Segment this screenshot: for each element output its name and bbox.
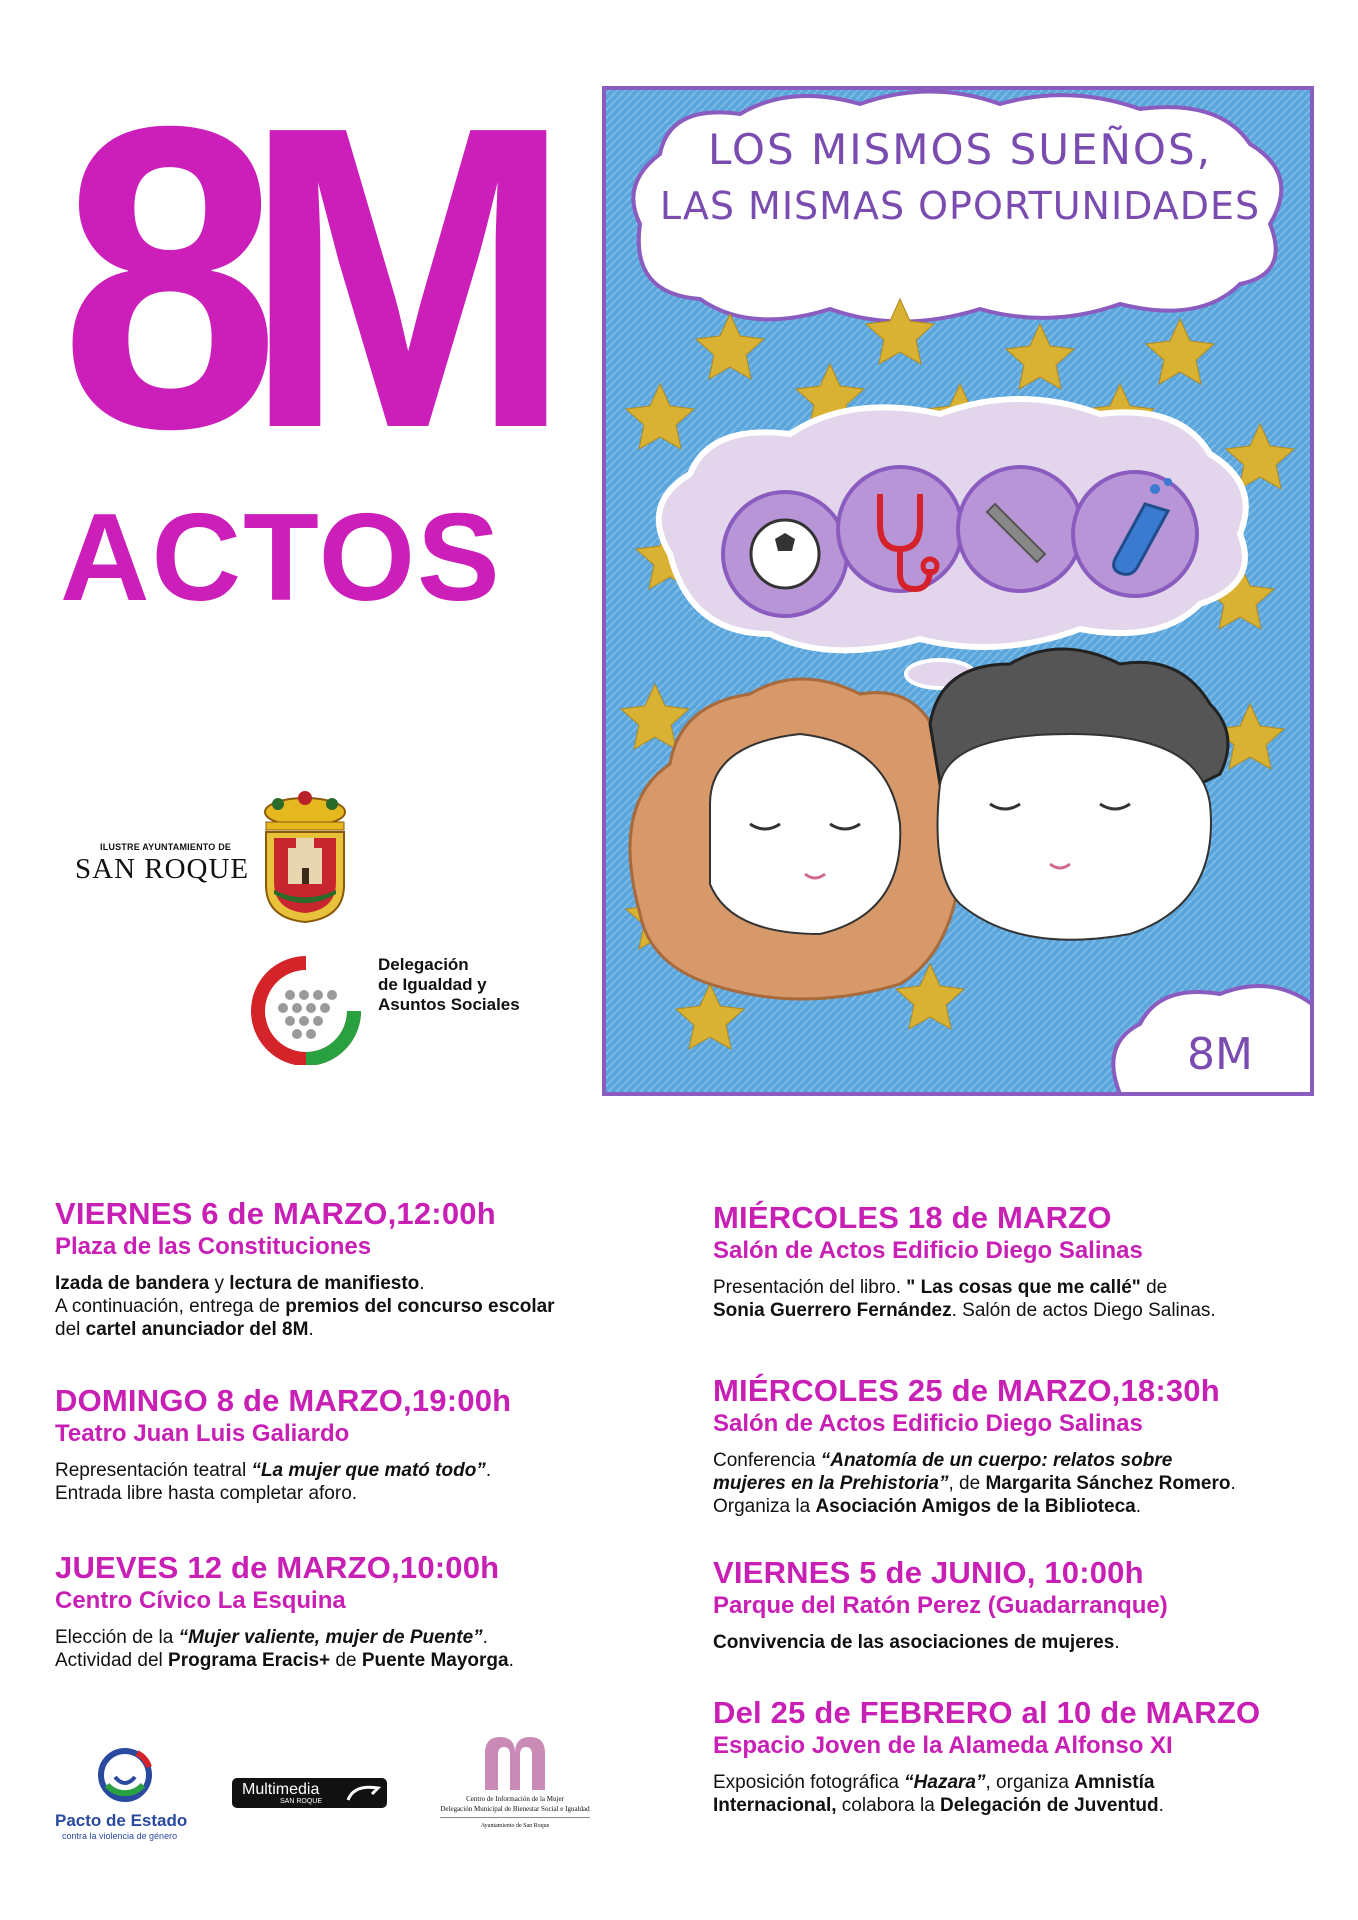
- boy-figure: [930, 649, 1228, 940]
- event-date: JUEVES 12 de MARZO,10:00h: [55, 1550, 500, 1585]
- cim-line-2: Delegación Municipal de Bienestar Social e Igualdad: [440, 1805, 590, 1813]
- event-text-fragment: .: [308, 1319, 314, 1340]
- event-description: [55, 1626, 695, 1672]
- event-date: MIÉRCOLES 18 de MARZO: [713, 1200, 1112, 1235]
- event-place: Salón de Actos Edificio Diego Salinas: [713, 1410, 1143, 1437]
- event-description: [713, 1276, 1353, 1322]
- event-block: [713, 1200, 1353, 1322]
- centro-informacion-mujer-logo: [420, 1735, 610, 1855]
- event-block: [713, 1555, 1353, 1654]
- san-roque-crest-icon: [258, 790, 353, 925]
- football-icon: [723, 492, 847, 616]
- multimedia-arrow-icon: [344, 1780, 384, 1806]
- corner-8m-label: 8M: [1187, 1029, 1253, 1080]
- event-text-fragment: .: [419, 1273, 425, 1294]
- event-block: [55, 1196, 695, 1341]
- event-text-fragment: premios del concurso escolar: [285, 1296, 555, 1317]
- event-text-fragment: .: [1158, 1795, 1164, 1816]
- event-text-fragment: Organiza la: [713, 1496, 816, 1517]
- event-place: Espacio Joven de la Alameda Alfonso XI: [713, 1732, 1173, 1759]
- cloud-line-2: LAS MISMAS OPORTUNIDADES: [659, 184, 1261, 228]
- event-text-fragment: Conferencia: [713, 1450, 821, 1471]
- event-place: Teatro Juan Luis Galiardo: [55, 1420, 350, 1447]
- event-place: Salón de Actos Edificio Diego Salinas: [713, 1237, 1143, 1264]
- event-text-fragment: Programa Eracis+: [168, 1650, 331, 1671]
- event-text-fragment: del: [55, 1319, 86, 1340]
- event-text-fragment: de: [1140, 1277, 1168, 1298]
- ayuntamiento-small-label: ILUSTRE AYUNTAMIENTO DE: [100, 842, 232, 852]
- event-text-fragment: Exposición fotográfica: [713, 1772, 905, 1793]
- event-text-fragment: " Las cosas que me callé": [906, 1277, 1141, 1298]
- event-text-fragment: Actividad del: [55, 1650, 169, 1671]
- event-text-fragment: Amnistía: [1074, 1772, 1155, 1793]
- event-description: [55, 1459, 695, 1505]
- event-text-fragment: .: [1135, 1496, 1141, 1517]
- delegacion-line-1: Delegación: [378, 955, 469, 974]
- event-date: VIERNES 5 de JUNIO, 10:00h: [713, 1555, 1144, 1590]
- cim-line-3: Ayuntamiento de San Roque: [480, 1823, 550, 1829]
- test-tube-icon: [1073, 472, 1197, 596]
- event-text-fragment: Delegación de Juventud: [940, 1795, 1159, 1816]
- event-text-fragment: . Salón de actos Diego Salinas.: [951, 1300, 1216, 1321]
- cim-line-1: Centro de Información de la Mujer: [466, 1795, 564, 1803]
- event-block: [55, 1550, 695, 1672]
- pacto-line-2: contra la violencia de género: [62, 1831, 178, 1841]
- event-text-fragment: Puente Mayorga: [361, 1650, 509, 1671]
- big-title-8m: 8M: [60, 38, 536, 518]
- event-place: Plaza de las Constituciones: [55, 1233, 372, 1260]
- event-text-fragment: A continuación, entrega de: [55, 1296, 286, 1317]
- multimedia-logo: [232, 1778, 392, 1812]
- event-description: [713, 1771, 1353, 1817]
- event-text-fragment: “La mujer que mató todo”: [251, 1460, 486, 1481]
- event-description: [55, 1272, 695, 1341]
- event-date: DOMINGO 8 de MARZO,19:00h: [55, 1383, 512, 1418]
- event-description: [713, 1631, 1353, 1654]
- event-date: Del 25 de FEBRERO al 10 de MARZO: [713, 1695, 1261, 1730]
- event-text-fragment: Margarita Sánchez Romero: [985, 1473, 1231, 1494]
- event-text-fragment: colabora la: [836, 1795, 941, 1816]
- pacto-line-1: Pacto de Estado: [55, 1811, 188, 1830]
- stethoscope-icon: [838, 467, 962, 591]
- delegacion-line-2: de Igualdad y: [378, 975, 487, 994]
- event-text-fragment: “Hazara”: [904, 1772, 986, 1793]
- event-text-fragment: y: [209, 1273, 230, 1294]
- event-text-fragment: Internacional,: [713, 1795, 837, 1816]
- poster-illustration: [600, 84, 1318, 1100]
- event-text-fragment: .: [485, 1460, 492, 1481]
- event-date: VIERNES 6 de MARZO,12:00h: [55, 1196, 496, 1231]
- event-date: MIÉRCOLES 25 de MARZO,18:30h: [713, 1373, 1220, 1408]
- event-text-fragment: Sonia Guerrero Fernández: [713, 1300, 952, 1321]
- cim-emblem-icon: [480, 1735, 550, 1790]
- multimedia-line-2: SAN ROQUE: [280, 1798, 323, 1805]
- event-text-fragment: cartel anunciador del 8M: [85, 1319, 309, 1340]
- event-block: [713, 1373, 1353, 1518]
- event-text-fragment: .: [1230, 1473, 1236, 1494]
- delegacion-name: [378, 955, 520, 1015]
- event-text-fragment: .: [508, 1650, 514, 1671]
- event-text-fragment: “Anatomía de un cuerpo: relatos sobre: [820, 1450, 1173, 1471]
- ayuntamiento-name: SAN ROQUE: [75, 853, 250, 885]
- hero-title-block: [60, 38, 570, 627]
- event-text-fragment: “Mujer valiente, mujer de Puente”: [178, 1627, 483, 1648]
- event-text-fragment: Elección de la: [55, 1627, 179, 1648]
- event-text-fragment: lectura de manifiesto: [229, 1273, 420, 1294]
- pacto-estado-emblem-icon: [85, 1745, 165, 1807]
- event-block: [55, 1383, 695, 1505]
- event-text-fragment: Izada de bandera: [55, 1273, 210, 1294]
- event-text-fragment: .: [1114, 1632, 1120, 1653]
- delegacion-line-3: Asuntos Sociales: [378, 995, 520, 1014]
- event-place: Parque del Ratón Perez (Guadarranque): [713, 1592, 1168, 1619]
- subtitle-actos: ACTOS: [60, 489, 502, 627]
- event-text-fragment: Entrada libre hasta completar aforo.: [55, 1483, 358, 1504]
- san-roque-logo: [75, 790, 355, 925]
- cloud-line-1: LOS MISMOS SUEÑOS,: [708, 125, 1212, 174]
- pacto-estado-logo: [50, 1745, 200, 1845]
- event-text-fragment: , de: [948, 1473, 986, 1494]
- event-text-fragment: Convivencia de las asociaciones de mujeres: [713, 1632, 1115, 1653]
- wrench-icon: [958, 467, 1082, 591]
- event-block: [713, 1695, 1353, 1817]
- event-place: Centro Cívico La Esquina: [55, 1587, 346, 1614]
- multimedia-line-1: Multimedia: [242, 1781, 320, 1798]
- event-text-fragment: mujeres en la Prehistoria”: [713, 1473, 949, 1494]
- event-text-fragment: , organiza: [985, 1772, 1075, 1793]
- event-text-fragment: .: [482, 1627, 488, 1648]
- event-description: [713, 1449, 1353, 1518]
- delegacion-igualdad-logo: [250, 955, 550, 1065]
- event-text-fragment: Representación teatral: [55, 1460, 252, 1481]
- delegacion-emblem-icon: [250, 955, 362, 1065]
- event-text-fragment: Presentación del libro.: [713, 1277, 907, 1298]
- event-text-fragment: Asociación Amigos de la Biblioteca: [815, 1496, 1136, 1517]
- event-text-fragment: de: [330, 1650, 362, 1671]
